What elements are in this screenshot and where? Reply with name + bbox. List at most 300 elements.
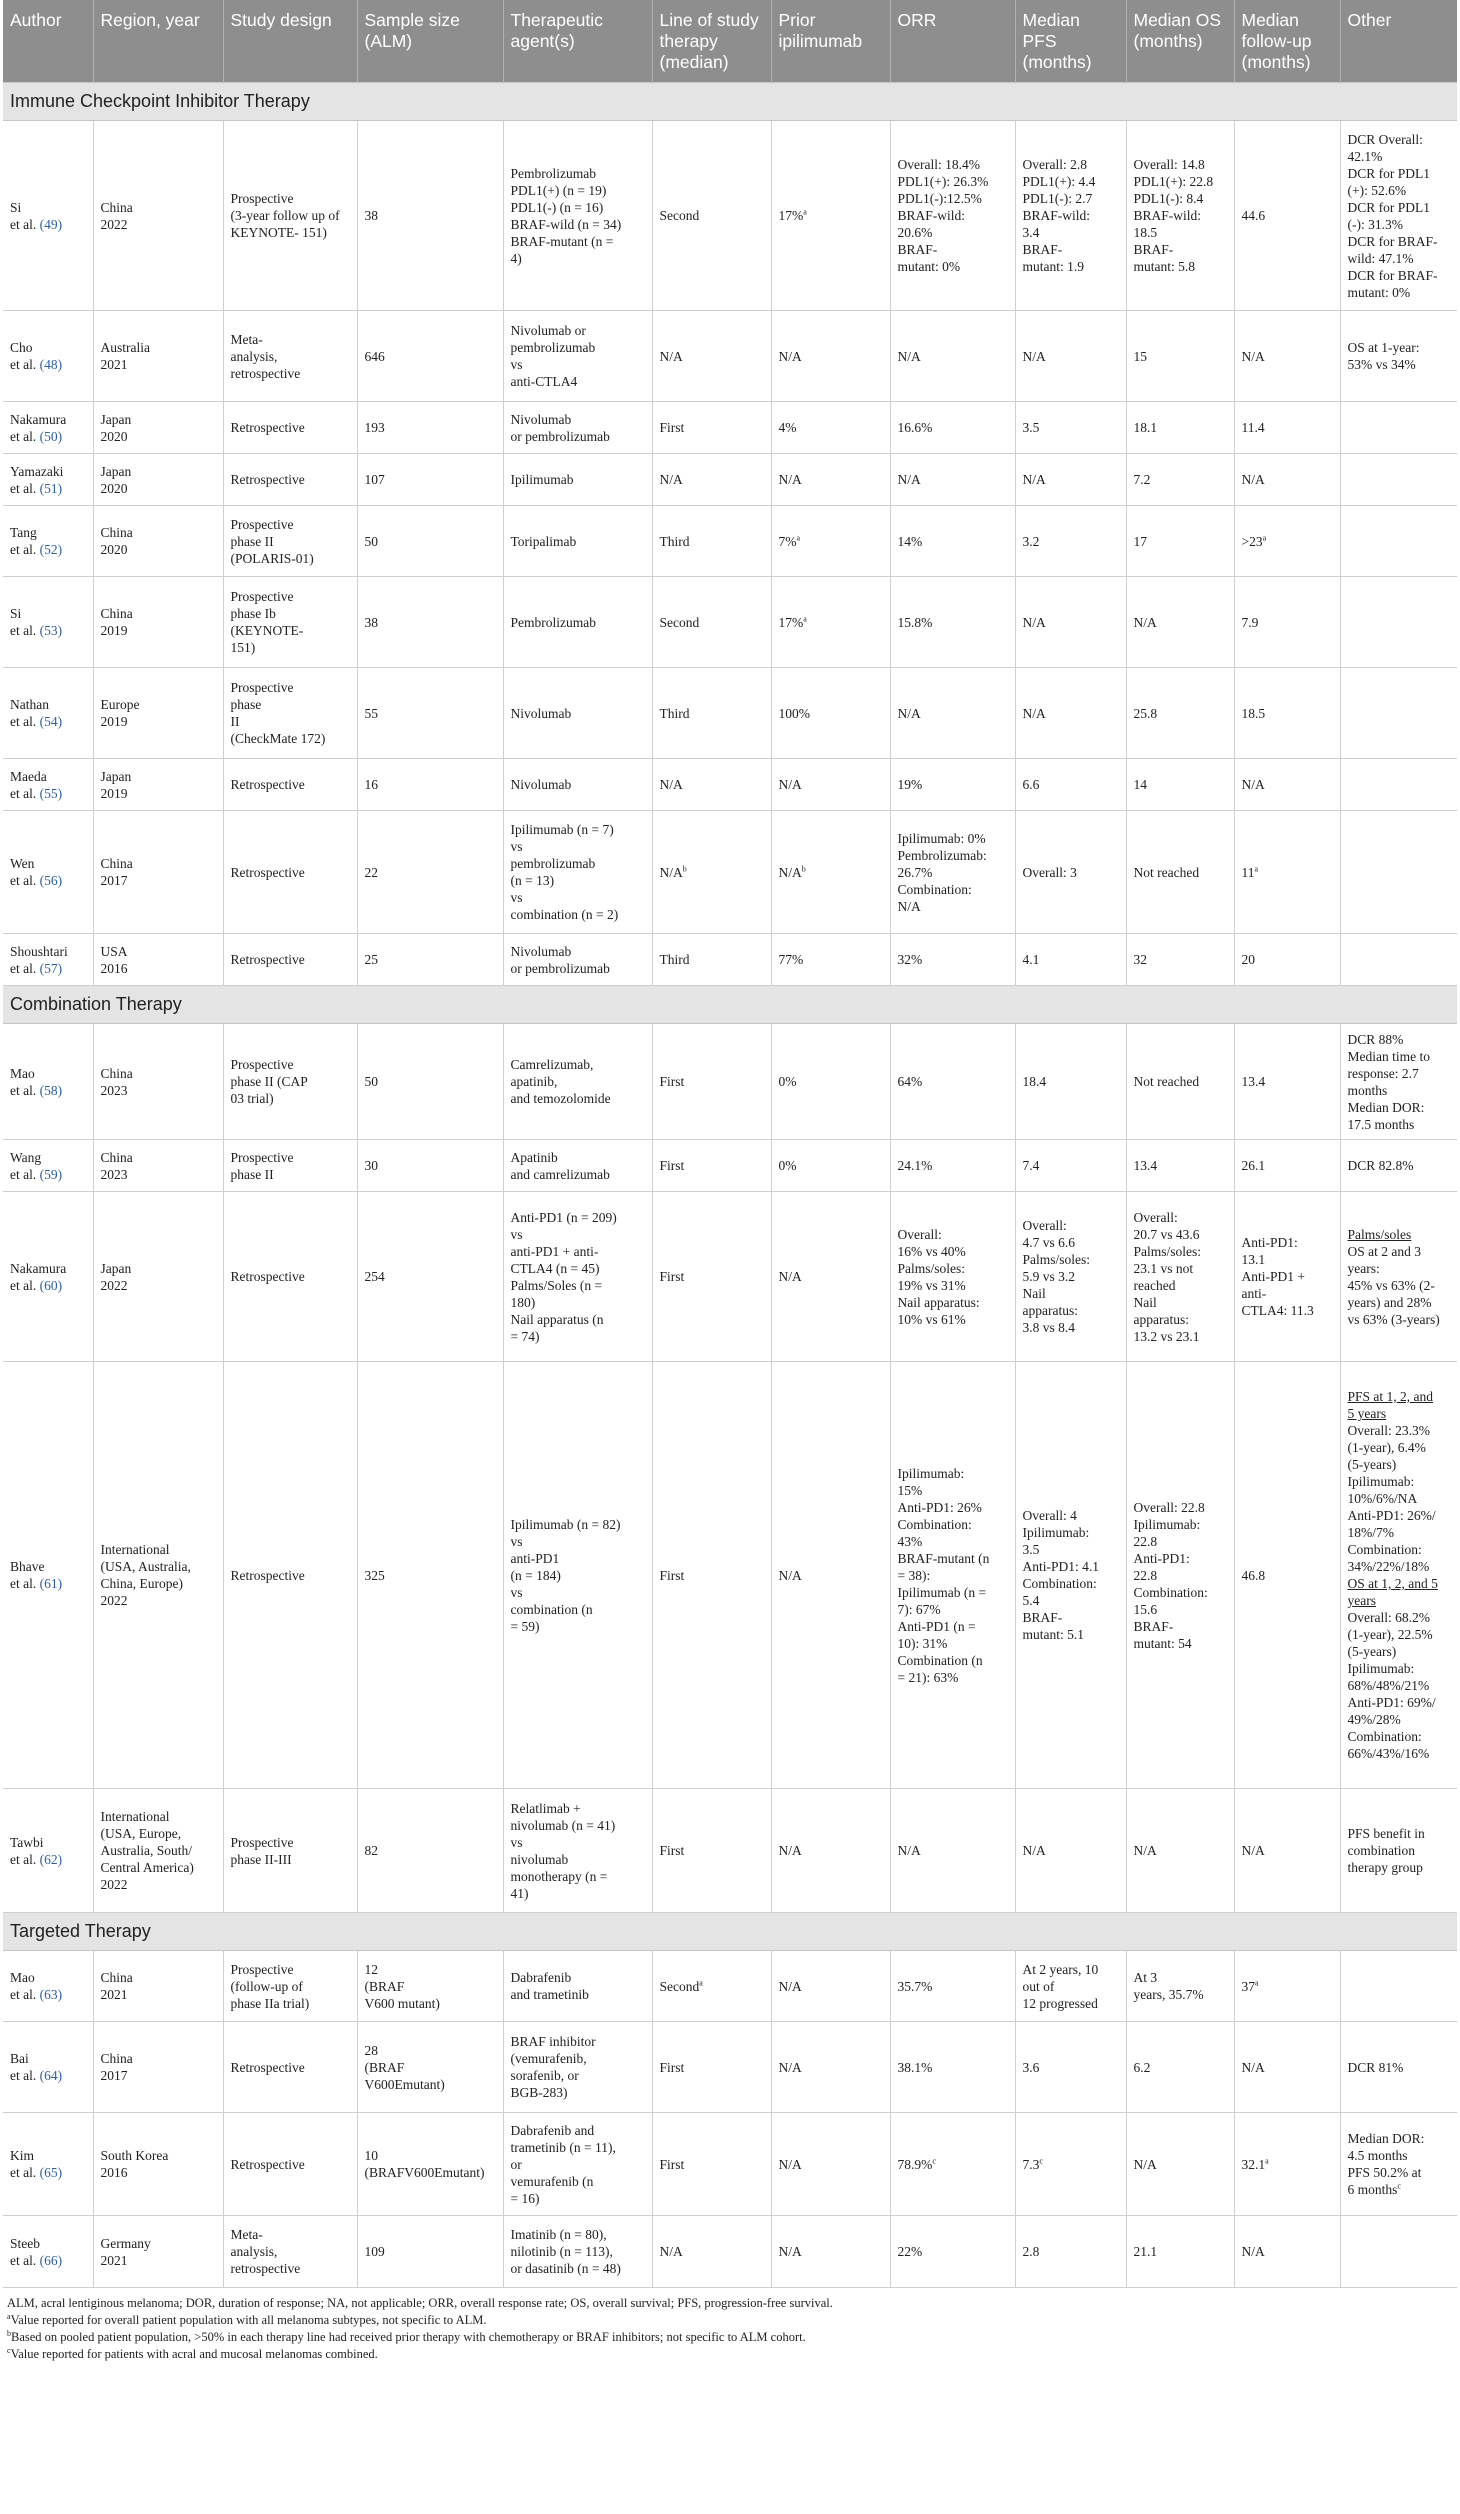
study-design-cell	[223, 2022, 357, 2113]
citation-link[interactable]: (58)	[39, 1082, 63, 1098]
median-pfs-text: 18.4	[1022, 1074, 1047, 1089]
median-followup-cell	[1234, 1140, 1340, 1192]
prior-ipilimumab-text: 4%	[778, 420, 797, 435]
other-cell	[1340, 506, 1457, 577]
sample-size-cell	[357, 934, 503, 986]
orr-cell	[890, 934, 1015, 986]
orr-cell	[890, 1024, 1015, 1140]
study-design-text: Retrospective	[230, 952, 305, 967]
median-followup-cell	[1234, 2216, 1340, 2288]
median-pfs-cell	[1015, 402, 1126, 454]
study-design-text: Prospective (3-year follow up of KEYNOTE- 151)	[230, 191, 340, 240]
region-year-cell	[93, 1024, 223, 1140]
line-of-therapy-text: N/A	[659, 864, 683, 880]
col-header: Sample size (ALM)	[357, 0, 503, 83]
median-os-text: Overall: 20.7 vs 43.6 Palms/soles: 23.1 vs not reached Nail apparatus: 13.2 vs 23.1	[1133, 1209, 1202, 1344]
therapeutic-agent-cell	[503, 759, 652, 811]
table-row	[3, 934, 1457, 986]
prior-ipilimumab-cell	[771, 1024, 890, 1140]
footnote-mark: c	[7, 2345, 11, 2355]
median-os-cell	[1126, 454, 1234, 506]
therapeutic-agent-text: BRAF inhibitor (vemurafenib, sorafenib, or BGB-283)	[510, 2034, 596, 2100]
footnotes	[3, 2288, 1457, 2363]
section-title: Immune Checkpoint Inhibitor Therapy	[3, 83, 1457, 121]
median-pfs-cell	[1015, 1140, 1126, 1192]
sample-size-cell	[357, 454, 503, 506]
median-followup-text: N/A	[1241, 777, 1265, 792]
median-os-text: 15	[1133, 348, 1147, 364]
orr-cell	[890, 1362, 1015, 1789]
author-name: Yamazaki	[10, 463, 64, 479]
therapeutic-agent-cell	[503, 2113, 652, 2216]
median-followup-cell	[1234, 2022, 1340, 2113]
median-os-cell	[1126, 402, 1234, 454]
author-cell: Wen et al. (56)	[3, 811, 93, 934]
region-year-cell	[93, 2022, 223, 2113]
therapeutic-agent-text: Dabrafenib and trametinib	[510, 1970, 589, 2002]
therapeutic-agent-cell	[503, 454, 652, 506]
citation-link[interactable]: (56)	[39, 873, 63, 888]
median-pfs-cell	[1015, 668, 1126, 759]
line-of-therapy-text: Third	[659, 533, 690, 549]
line-of-therapy-cell	[652, 454, 771, 506]
median-followup-text: 11	[1241, 864, 1255, 880]
col-header: Prior ipilimumab	[771, 0, 890, 83]
therapeutic-agent-cell	[503, 506, 652, 577]
citation-link[interactable]: (61)	[39, 1576, 63, 1591]
table-row	[3, 506, 1457, 577]
section-title: Combination Therapy	[3, 986, 1457, 1024]
median-followup-text: 18.5	[1241, 705, 1266, 721]
study-design-cell	[223, 1362, 357, 1789]
citation-link[interactable]: (50)	[39, 428, 63, 444]
author-cell: Mao et al. (63)	[3, 1951, 93, 2022]
line-of-therapy-cell	[652, 121, 771, 311]
line-of-therapy-text: First	[659, 1074, 685, 1089]
col-header: Median follow-up (months)	[1234, 0, 1340, 83]
study-design-text: Prospective phase Ib (KEYNOTE- 151)	[230, 589, 304, 655]
prior-ipilimumab-cell	[771, 668, 890, 759]
other-text: DCR 81%	[1347, 2059, 1404, 2075]
citation-link[interactable]: (52)	[39, 542, 63, 557]
study-design-text: Retrospective	[230, 864, 305, 880]
study-table	[3, 0, 1457, 2288]
median-pfs-cell	[1015, 506, 1126, 577]
orr-cell	[890, 121, 1015, 311]
author-name: Mao	[10, 1970, 35, 1985]
therapeutic-agent-text: Toripalimab	[510, 533, 577, 549]
prior-ipilimumab-text: N/A	[778, 1978, 802, 1994]
median-os-text: 13.4	[1133, 1158, 1158, 1173]
study-design-text: Meta- analysis, retrospective	[230, 331, 301, 381]
median-pfs-text: 2.8	[1022, 2244, 1040, 2259]
study-design-cell	[223, 506, 357, 577]
study-design-text: Prospective (follow-up of phase IIa trial)	[230, 1961, 310, 2011]
author-cell: Tawbi et al. (62)	[3, 1789, 93, 1913]
median-followup-text: N/A	[1241, 1843, 1265, 1858]
median-followup-text: 46.8	[1241, 1567, 1266, 1583]
prior-ipilimumab-text: N/A	[778, 777, 802, 792]
other-cell	[1340, 934, 1457, 986]
therapeutic-agent-cell	[503, 1140, 652, 1192]
table-row	[3, 668, 1457, 759]
therapeutic-agent-cell	[503, 121, 652, 311]
line-of-therapy-text: N/A	[659, 348, 683, 364]
median-pfs-cell	[1015, 311, 1126, 402]
author-name: Nakamura	[10, 1260, 67, 1276]
col-header: ORR	[890, 0, 1015, 83]
orr-cell	[890, 759, 1015, 811]
median-followup-text: >23	[1241, 533, 1263, 549]
other-heading: OS at 1, 2, and 5 years	[1347, 1576, 1438, 1608]
median-followup-text: Anti-PD1: 13.1 Anti-PD1 + anti- CTLA4: 11.3	[1241, 1235, 1314, 1318]
table-row	[3, 2113, 1457, 2216]
prior-ipilimumab-cell	[771, 811, 890, 934]
region-year-text: China 2020	[100, 525, 133, 557]
prior-ipilimumab-cell	[771, 2113, 890, 2216]
median-followup-cell	[1234, 454, 1340, 506]
author-cell: Maeda et al. (55)	[3, 759, 93, 811]
median-os-cell	[1126, 2113, 1234, 2216]
footnote-mark: a	[803, 207, 807, 217]
author-name: Steeb	[10, 2235, 40, 2251]
therapeutic-agent-cell	[503, 811, 652, 934]
region-year-text: China 2022	[100, 199, 133, 232]
median-os-cell	[1126, 1192, 1234, 1362]
median-os-cell	[1126, 1789, 1234, 1913]
median-pfs-text: 7.4	[1022, 1158, 1040, 1173]
sample-size-text: 22	[364, 864, 378, 880]
author-name: Maeda	[10, 768, 47, 784]
prior-ipilimumab-cell	[771, 454, 890, 506]
median-os-cell	[1126, 577, 1234, 668]
median-followup-cell	[1234, 811, 1340, 934]
prior-ipilimumab-text: 0%	[778, 1074, 797, 1089]
orr-text: 35.7%	[897, 1978, 933, 1994]
line-of-therapy-cell	[652, 2216, 771, 2288]
sample-size-cell	[357, 2216, 503, 2288]
table-row	[3, 121, 1457, 311]
table-body	[3, 83, 1457, 2288]
region-year-text: China 2023	[100, 1065, 133, 1098]
median-pfs-text: 4.1	[1022, 952, 1040, 967]
other-cell	[1340, 1362, 1457, 1789]
sample-size-text: 646	[364, 348, 385, 364]
line-of-therapy-cell	[652, 577, 771, 668]
therapeutic-agent-text: Dabrafenib and trametinib (n = 11), or vemurafenib (n = 16)	[510, 2122, 616, 2206]
footnote-mark: c	[1039, 2156, 1043, 2165]
sample-size-cell	[357, 1192, 503, 1362]
table-row	[3, 311, 1457, 402]
line-of-therapy-cell	[652, 2113, 771, 2216]
therapeutic-agent-cell	[503, 402, 652, 454]
region-year-text: USA 2016	[100, 943, 128, 976]
line-of-therapy-text: Second	[659, 1978, 700, 1994]
line-of-therapy-cell	[652, 1140, 771, 1192]
median-pfs-cell	[1015, 121, 1126, 311]
citation-link[interactable]: (62)	[39, 1851, 63, 1867]
therapeutic-agent-text: Pembrolizumab PDL1(+) (n = 19) PDL1(-) (n = 16) BRAF-wild (n = 34) BRAF-mutant (n = 4)	[510, 165, 622, 266]
median-pfs-text: 7.3	[1022, 2156, 1040, 2172]
citation-link[interactable]: (55)	[39, 785, 63, 801]
prior-ipilimumab-cell	[771, 1192, 890, 1362]
prior-ipilimumab-text: 7%	[778, 533, 797, 549]
author-name: Bai	[10, 2051, 29, 2066]
median-os-text: 21.1	[1133, 2244, 1158, 2259]
sample-size-cell	[357, 1789, 503, 1913]
prior-ipilimumab-text: 17%	[778, 208, 804, 223]
other-text: OS at 1-year: 53% vs 34%	[1347, 340, 1420, 372]
therapeutic-agent-text: Anti-PD1 (n = 209) vs anti-PD1 + anti- CTLA4 (n = 45) Palms/Soles (n = 180) Nail apparatus (n = 74)	[510, 1209, 617, 1344]
prior-ipilimumab-text: 77%	[778, 952, 804, 967]
median-pfs-text: N/A	[1022, 472, 1046, 487]
line-of-therapy-cell	[652, 759, 771, 811]
study-design-text: Prospective phase II (CAP 03 trial)	[230, 1057, 308, 1106]
author-cell: Si et al. (49)	[3, 121, 93, 311]
study-design-cell	[223, 668, 357, 759]
region-year-text: Europe 2019	[100, 697, 140, 729]
line-of-therapy-cell	[652, 1024, 771, 1140]
median-pfs-text: N/A	[1022, 348, 1046, 364]
median-os-cell	[1126, 1951, 1234, 2022]
prior-ipilimumab-text: N/A	[778, 472, 802, 487]
prior-ipilimumab-cell	[771, 1362, 890, 1789]
orr-text: 22%	[897, 2244, 923, 2259]
section-header-row	[3, 1913, 1457, 1951]
other-cell	[1340, 1140, 1457, 1192]
orr-text: N/A	[897, 1843, 921, 1858]
orr-cell	[890, 454, 1015, 506]
author-cell: Bhave et al. (61)	[3, 1362, 93, 1789]
study-design-cell	[223, 1140, 357, 1192]
median-os-cell	[1126, 759, 1234, 811]
line-of-therapy-text: First	[659, 2156, 685, 2172]
median-pfs-cell	[1015, 1789, 1126, 1913]
median-pfs-cell	[1015, 934, 1126, 986]
author-cell: Kim et al. (65)	[3, 2113, 93, 2216]
prior-ipilimumab-text: N/A	[778, 1269, 802, 1284]
footnote-abbreviations: ALM, acral lentiginous melanoma; DOR, duration of response; NA, not applicable; ORR, overall response rate; OS, overall survival; PFS, progression-free survival.	[7, 2296, 833, 2310]
table-row	[3, 759, 1457, 811]
citation-link[interactable]: (54)	[39, 714, 63, 729]
section-header-row	[3, 986, 1457, 1024]
median-followup-text: 13.4	[1241, 1074, 1266, 1089]
orr-text: Ipilimumab: 15% Anti-PD1: 26% Combination: 43% BRAF-mutant (n = 38): Ipilimumab (n = 7): 67% Anti-PD1 (n = 10): 31% Combination (n = 21): 63%	[897, 1465, 990, 1685]
median-pfs-text: N/A	[1022, 1843, 1046, 1858]
median-followup-text: 32.1	[1241, 2156, 1266, 2172]
study-design-text: Retrospective	[230, 1269, 305, 1284]
sample-size-text: 55	[364, 705, 378, 721]
sample-size-text: 10 (BRAFV600Emutant)	[364, 2148, 485, 2180]
prior-ipilimumab-text: 0%	[778, 1158, 797, 1173]
sample-size-text: 193	[364, 420, 385, 435]
prior-ipilimumab-cell	[771, 1789, 890, 1913]
median-followup-cell	[1234, 1789, 1340, 1913]
author-name: Wen	[10, 856, 35, 871]
line-of-therapy-cell	[652, 1789, 771, 1913]
sample-size-cell	[357, 1362, 503, 1789]
col-header: Median PFS (months)	[1015, 0, 1126, 83]
median-pfs-cell	[1015, 2216, 1126, 2288]
median-followup-cell	[1234, 668, 1340, 759]
table-row	[3, 811, 1457, 934]
other-text: DCR 82.8%	[1347, 1158, 1414, 1173]
other-text: DCR Overall: 42.1% DCR for PDL1 (+): 52.6% DCR for PDL1 (-): 31.3% DCR for BRAF- wild: 47.1% DCR for BRAF- mutant: 0%	[1347, 131, 1438, 300]
author-cell: Mao et al. (58)	[3, 1024, 93, 1140]
median-pfs-text: At 2 years, 10 out of 12 progressed	[1022, 1961, 1099, 2011]
median-os-cell	[1126, 1140, 1234, 1192]
citation-link[interactable]: (49)	[39, 216, 63, 232]
other-cell	[1340, 2022, 1457, 2113]
orr-cell	[890, 506, 1015, 577]
citation-link[interactable]: (48)	[39, 357, 63, 372]
line-of-therapy-cell	[652, 402, 771, 454]
median-pfs-text: Overall: 3	[1022, 864, 1077, 880]
median-pfs-cell	[1015, 1024, 1126, 1140]
author-cell: Steeb et al. (66)	[3, 2216, 93, 2288]
study-design-text: Prospective phase II (CheckMate 172)	[230, 680, 326, 746]
citation-link[interactable]: (59)	[39, 1166, 63, 1182]
author-cell: Cho et al. (48)	[3, 311, 93, 402]
author-name: Wang	[10, 1149, 42, 1165]
median-pfs-text: 6.6	[1022, 777, 1040, 792]
other-cell	[1340, 311, 1457, 402]
orr-text: 24.1%	[897, 1158, 933, 1173]
prior-ipilimumab-text: N/A	[778, 2156, 802, 2172]
citation-link[interactable]: (60)	[39, 1277, 63, 1293]
citation-link[interactable]: (64)	[39, 2068, 63, 2083]
region-year-cell	[93, 668, 223, 759]
author-name: Mao	[10, 1065, 35, 1081]
median-pfs-text: N/A	[1022, 614, 1046, 630]
col-header: Author	[3, 0, 93, 83]
citation-link[interactable]: (66)	[39, 2252, 63, 2268]
citation-link[interactable]: (51)	[39, 480, 63, 496]
median-followup-cell	[1234, 311, 1340, 402]
median-os-text: 7.2	[1133, 472, 1151, 487]
median-os-cell	[1126, 2216, 1234, 2288]
sample-size-text: 107	[364, 472, 385, 487]
prior-ipilimumab-cell	[771, 1951, 890, 2022]
region-year-text: China 2017	[100, 2051, 133, 2083]
study-design-cell	[223, 1789, 357, 1913]
study-design-cell	[223, 1192, 357, 1362]
footnote-mark: a	[1255, 1978, 1259, 1987]
median-followup-cell	[1234, 1362, 1340, 1789]
other-cell	[1340, 759, 1457, 811]
therapeutic-agent-cell	[503, 1789, 652, 1913]
median-os-cell	[1126, 668, 1234, 759]
study-design-text: Meta- analysis, retrospective	[230, 2227, 301, 2276]
citation-link[interactable]: (53)	[39, 623, 63, 638]
author-name: Nathan	[10, 697, 49, 712]
median-pfs-cell	[1015, 1192, 1126, 1362]
col-header: Line of study therapy (median)	[652, 0, 771, 83]
author-name: Si	[10, 606, 22, 621]
median-pfs-text: N/A	[1022, 705, 1046, 721]
footnote-b	[7, 2329, 1453, 2346]
region-year-text: China 2021	[100, 1970, 133, 2002]
therapeutic-agent-text: Nivolumab or pembrolizumab vs anti-CTLA4	[510, 323, 596, 389]
median-followup-text: 20	[1241, 952, 1255, 967]
citation-link[interactable]: (57)	[39, 960, 63, 976]
study-design-cell	[223, 402, 357, 454]
therapeutic-agent-cell	[503, 1024, 652, 1140]
author-name: Bhave	[10, 1559, 45, 1574]
region-year-text: China 2019	[100, 606, 133, 638]
other-text: OS at 2 and 3 years: 45% vs 63% (2- years) and 28% vs 63% (3-years)	[1347, 1243, 1440, 1327]
other-cell	[1340, 577, 1457, 668]
median-pfs-text: Overall: 2.8 PDL1(+): 4.4 PDL1(-): 2.7 BRAF-wild: 3.4 BRAF- mutant: 1.9	[1022, 157, 1096, 274]
other-text: Overall: 68.2% (1-year), 22.5% (5-years) Ipilimumab: 68%/48%/21% Anti-PD1: 69%/ 49%/28% Combination: 66%/43%/16%	[1347, 1610, 1436, 1761]
sample-size-text: 38	[364, 208, 378, 223]
orr-text: 19%	[897, 777, 923, 792]
orr-cell	[890, 577, 1015, 668]
orr-text: N/A	[897, 705, 921, 721]
sample-size-text: 254	[364, 1269, 385, 1284]
region-year-text: International (USA, Europe, Australia, South/ Central America) 2022	[100, 1809, 194, 1892]
median-pfs-cell	[1015, 1362, 1126, 1789]
sample-size-cell	[357, 506, 503, 577]
sample-size-text: 25	[364, 952, 378, 967]
col-header: Region, year	[93, 0, 223, 83]
study-design-cell	[223, 811, 357, 934]
median-os-cell	[1126, 2022, 1234, 2113]
author-cell: Shoushtari et al. (57)	[3, 934, 93, 986]
table-row	[3, 577, 1457, 668]
prior-ipilimumab-text: N/A	[778, 864, 802, 880]
region-year-cell	[93, 1362, 223, 1789]
region-year-text: China 2017	[100, 856, 133, 888]
orr-cell	[890, 811, 1015, 934]
study-design-cell	[223, 2216, 357, 2288]
region-year-cell	[93, 1140, 223, 1192]
sample-size-cell	[357, 121, 503, 311]
author-cell: Wang et al. (59)	[3, 1140, 93, 1192]
prior-ipilimumab-cell	[771, 506, 890, 577]
region-year-cell	[93, 1951, 223, 2022]
orr-text: Overall: 18.4% PDL1(+): 26.3% PDL1(-):12.5% BRAF-wild: 20.6% BRAF- mutant: 0%	[897, 157, 989, 274]
citation-link[interactable]: (63)	[39, 1987, 63, 2002]
prior-ipilimumab-text: N/A	[778, 2059, 802, 2075]
orr-cell	[890, 311, 1015, 402]
sample-size-cell	[357, 811, 503, 934]
other-heading: PFS at 1, 2, and 5 years	[1347, 1389, 1434, 1421]
orr-text: 38.1%	[897, 2059, 933, 2075]
orr-cell	[890, 1789, 1015, 1913]
median-pfs-cell	[1015, 1951, 1126, 2022]
study-design-text: Retrospective	[230, 420, 305, 435]
therapeutic-agent-cell	[503, 2022, 652, 2113]
line-of-therapy-text: First	[659, 1567, 685, 1583]
footnote-mark: b	[801, 864, 806, 873]
sample-size-text: 325	[364, 1567, 385, 1583]
sample-size-text: 38	[364, 614, 378, 630]
other-heading: Palms/soles	[1347, 1226, 1412, 1242]
study-design-text: Retrospective	[230, 2059, 305, 2075]
study-design-text: Prospective phase II	[230, 1149, 294, 1182]
orr-text: Overall: 16% vs 40% Palms/soles: 19% vs 31% Nail apparatus: 10% vs 61%	[897, 1226, 980, 1327]
other-cell	[1340, 402, 1457, 454]
footnote-mark: b	[682, 864, 687, 873]
other-text: Overall: 23.3% (1-year), 6.4% (5-years) Ipilimumab: 10%/6%/NA Anti-PD1: 26%/ 18%/7% Combination: 34%/22%/18%	[1347, 1423, 1436, 1574]
study-design-cell	[223, 934, 357, 986]
sample-size-cell	[357, 311, 503, 402]
citation-link[interactable]: (65)	[39, 2165, 63, 2180]
median-followup-cell	[1234, 934, 1340, 986]
footnote-a	[7, 2312, 1453, 2329]
median-followup-cell	[1234, 2113, 1340, 2216]
